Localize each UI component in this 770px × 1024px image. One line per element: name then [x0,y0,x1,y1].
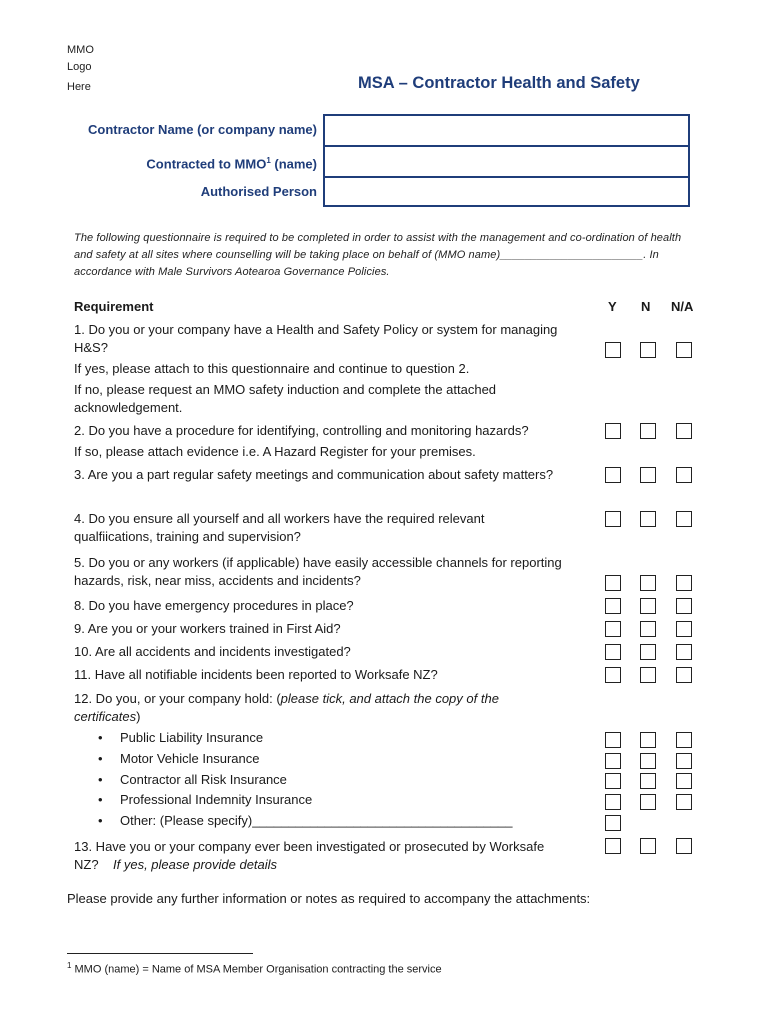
question-5: 5. Do you or any workers (if applicable) have easily accessible channels for reporting hazards, risk, near miss, accidents and incidents? [74,555,562,588]
contracted-to-field[interactable] [323,145,690,176]
professional-indemnity-na-checkbox[interactable] [676,794,692,810]
contractor-name-row [67,114,690,145]
contracted-to-suffix: (name) [270,156,317,172]
contracted-to-row [67,145,690,176]
question-12-close: ) [136,709,141,724]
question-2-note: If so, please attach evidence i.e. A Hazard Register for your premises. [74,444,476,459]
bullet-contractor-risk [98,771,287,789]
contractor-risk-yes-checkbox[interactable] [605,773,621,789]
q13-yes-checkbox[interactable] [605,838,621,854]
question-12-text: 12. Do you, or your company hold: ( [74,691,281,706]
q1-na-checkbox[interactable] [676,342,692,358]
bullet-dot: • [98,730,103,745]
q3-na-checkbox[interactable] [676,467,692,483]
authorised-person-field[interactable] [323,176,690,207]
q8-yes-checkbox[interactable] [605,598,621,614]
q8-no-checkbox[interactable] [640,598,656,614]
question-1-no-note: If no, please request an MMO safety induction and complete the attached acknowledgement. [74,382,497,415]
q13-no-checkbox[interactable] [640,838,656,854]
q10-na-checkbox[interactable] [676,644,692,660]
q9-no-checkbox[interactable] [640,621,656,637]
q4-yes-checkbox[interactable] [605,511,621,527]
logo-line-2: Logo [67,61,92,73]
q3-yes-checkbox[interactable] [605,467,621,483]
bullet-other [98,812,513,830]
q11-yes-checkbox[interactable] [605,667,621,683]
question-11: 11. Have all notifiable incidents been reported to Worksafe NZ? [74,667,438,682]
q4-na-checkbox[interactable] [676,511,692,527]
logo-placeholder [67,42,94,96]
further-notes-prompt: Please provide any further information or notes as required to accompany the attachments: [67,891,591,906]
authorised-person-label: Authorised Person [200,184,317,199]
bullet-other-instruction: Please specify [164,813,248,828]
q13-na-checkbox[interactable] [676,838,692,854]
question-13-text: 13. Have you or your company ever been investigated or prosecuted by Worksafe NZ? [74,839,545,872]
q4-no-checkbox[interactable] [640,511,656,527]
q5-yes-checkbox[interactable] [605,575,621,591]
footnote-text: MMO (name) = Name of MSA Member Organisation contracting the service [71,963,442,976]
public-liability-no-checkbox[interactable] [640,732,656,748]
bullet-dot: • [98,813,103,828]
bullet-other-text: Other: ( [120,813,165,828]
public-liability-na-checkbox[interactable] [676,732,692,748]
q8-na-checkbox[interactable] [676,598,692,614]
intro-paragraph: The following questionnaire is required to be completed in order to assist with the management and co-ordination of health and safety at all sites where counselling will be taking place on behalf of (MMO name)_______________________. In accordance with Male Survivors Aotearoa Governance Policies. [74,232,682,278]
professional-indemnity-yes-checkbox[interactable] [605,794,621,810]
question-3: 3. Are you a part regular safety meetings and communication about safety matters? [74,467,554,482]
q3-no-checkbox[interactable] [640,467,656,483]
bullet-label: Motor Vehicle Insurance [120,751,260,766]
footnote-marker: 1 [67,961,72,970]
motor-vehicle-na-checkbox[interactable] [676,753,692,769]
q9-na-checkbox[interactable] [676,621,692,637]
q10-yes-checkbox[interactable] [605,644,621,660]
bullet-motor-vehicle [98,750,259,768]
contractor-name-field[interactable] [323,114,690,145]
question-9: 9. Are you or your workers trained in First Aid? [74,621,341,636]
logo-line-3: Here [67,81,91,93]
q2-na-checkbox[interactable] [676,423,692,439]
bullet-label: Professional Indemnity Insurance [120,792,313,807]
q11-na-checkbox[interactable] [676,667,692,683]
q11-no-checkbox[interactable] [640,667,656,683]
question-2: 2. Do you have a procedure for identifying, controlling and monitoring hazards? [74,423,529,438]
na-column-header: N/A [671,299,694,314]
contractor-details-form [67,114,690,207]
bullet-dot: • [98,792,103,807]
question-1: 1. Do you or your company have a Health and Safety Policy or system for managing H&S? [74,322,558,355]
contractor-name-label: Contractor Name (or company name) [88,122,317,137]
q2-yes-checkbox[interactable] [605,423,621,439]
bullet-label: Contractor all Risk Insurance [120,772,287,787]
motor-vehicle-no-checkbox[interactable] [640,753,656,769]
question-10: 10. Are all accidents and incidents investigated? [74,644,351,659]
public-liability-yes-checkbox[interactable] [605,732,621,748]
requirement-header: Requirement [74,299,154,314]
bullet-other-blank: )____________________________________ [247,813,513,828]
question-1-yes-note: If yes, please attach to this questionnaire and continue to question 2. [74,361,470,376]
yes-column-header: Y [608,299,617,314]
no-column-header: N [641,299,651,314]
q2-no-checkbox[interactable] [640,423,656,439]
q9-yes-checkbox[interactable] [605,621,621,637]
footnote-divider [67,953,253,954]
q10-no-checkbox[interactable] [640,644,656,660]
bullet-label: Public Liability Insurance [120,730,264,745]
question-13-note: If yes, please provide details [113,857,278,872]
logo-line-1: MMO [67,44,94,56]
motor-vehicle-yes-checkbox[interactable] [605,753,621,769]
contractor-risk-no-checkbox[interactable] [640,773,656,789]
question-8: 8. Do you have emergency procedures in place? [74,598,354,613]
contracted-to-text: Contracted to MMO [146,156,267,172]
bullet-professional-indemnity [98,791,312,809]
footnote-ref: 1 [266,156,271,165]
question-12 [74,690,564,726]
question-12-instruction: please tick, and attach the copy of the certificates [74,691,499,724]
question-13 [74,838,554,874]
q1-yes-checkbox[interactable] [605,342,621,358]
contracted-to-label [67,145,323,176]
question-4: 4. Do you ensure all yourself and all workers have the required relevant qualfiications, training and supervision? [74,511,485,544]
footnote [67,961,442,976]
authorised-person-row [67,176,690,207]
page-title: MSA – Contractor Health and Safety [358,74,640,92]
bullet-public-liability [98,729,263,747]
bullet-dot: • [98,751,103,766]
professional-indemnity-no-checkbox[interactable] [640,794,656,810]
q5-na-checkbox[interactable] [676,575,692,591]
other-yes-checkbox[interactable] [605,815,621,831]
bullet-dot: • [98,772,103,787]
contractor-risk-na-checkbox[interactable] [676,773,692,789]
q1-no-checkbox[interactable] [640,342,656,358]
q5-no-checkbox[interactable] [640,575,656,591]
